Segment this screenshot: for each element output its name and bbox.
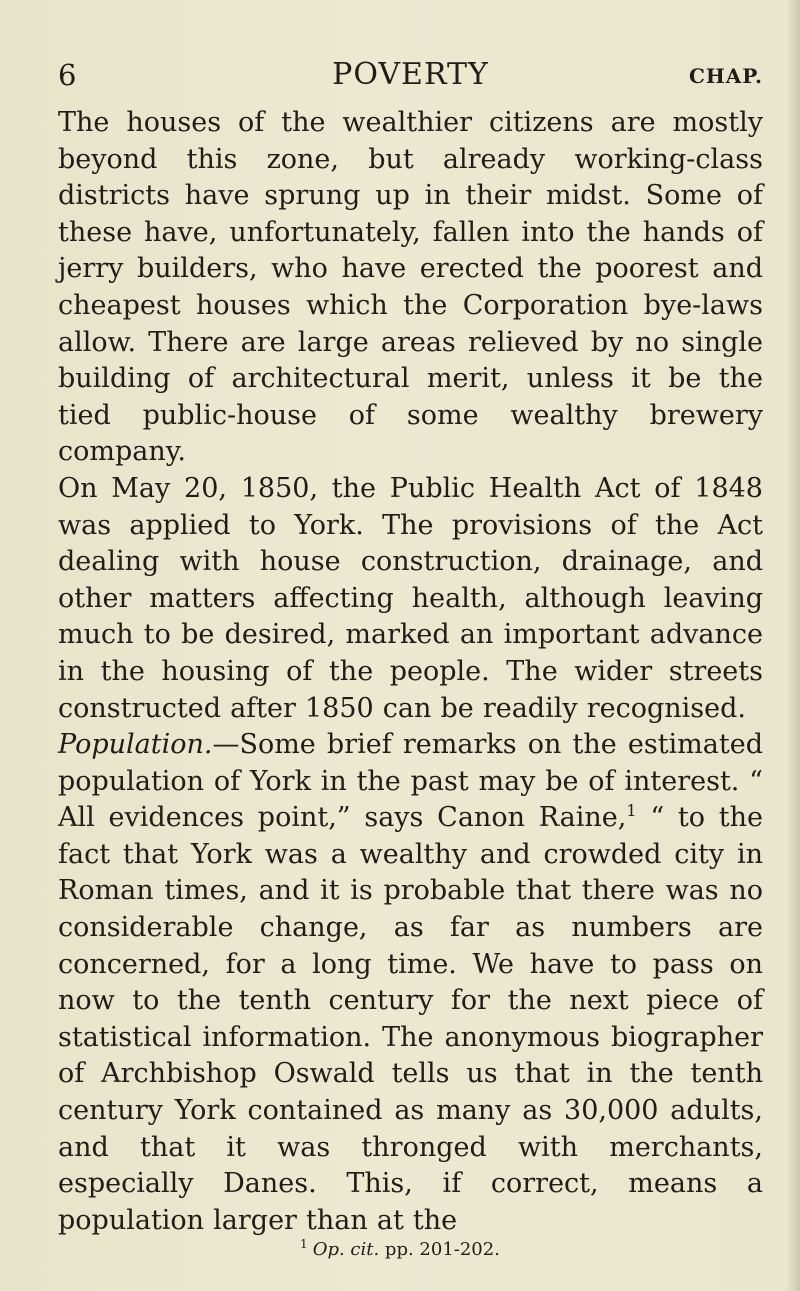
- body-text: [58, 105, 763, 1239]
- chapter-label: CHAP.: [688, 64, 763, 88]
- footnote: [0, 1231, 800, 1263]
- paragraph-2: [58, 471, 763, 727]
- paragraph-2-text: On May 20, 1850, the Public Health Act of 1848 was applied to York. The provisions of the Act dealing with house construction, drainage, and other matters affecting health, although leaving much to be desired, marked an important advance in the housing of the people. The wider streets constructed after 1850 can be readily recognised.: [58, 472, 763, 724]
- page-edge-shadow: [786, 0, 800, 1291]
- population-heading: Population.: [58, 729, 213, 761]
- paragraph-3-text-b: “ to the fact that York was a wealthy and crowded city in Roman times, and it is probable that there was no considerable change, as far as numbers are concerned, for a long time. We have to pass on now to the tenth century for the next piece of statistical information. The anonymous biographer of Archbishop Oswald tells us that in the tenth century York contained as many as 30,000 adults, and that it was thronged with merchants, especially Danes. This, if correct, means a population larger than at the: [58, 802, 763, 1236]
- footnote-number: 1: [300, 1237, 308, 1251]
- footnote-pages: pp. 201-202.: [379, 1239, 500, 1260]
- page-header: [58, 55, 763, 95]
- paragraph-1: The houses of the wealthier citizens are mostly beyond this zone, but already working-class districts have sprung up in their midst. Some of these have, unfortunately, fallen into the hands of jerry builders, who have erected the poorest and cheapest houses which the Corporation bye-laws allow. There are large areas relieved by no single building of architectural merit, unless it be the tied public-house of some wealthy brewery company.: [58, 107, 763, 468]
- footnote-reference: 1: [626, 801, 637, 821]
- paragraph-3-text-a: —Some brief remarks on the estimated population of York in the past may be of interest. “ All evidences point,” says Canon Raine,: [58, 729, 763, 834]
- paragraph-3: [58, 727, 763, 1239]
- page-number: 6: [58, 58, 77, 92]
- footnote-citation: Op. cit.: [312, 1239, 380, 1260]
- running-head: POVERTY: [332, 57, 489, 92]
